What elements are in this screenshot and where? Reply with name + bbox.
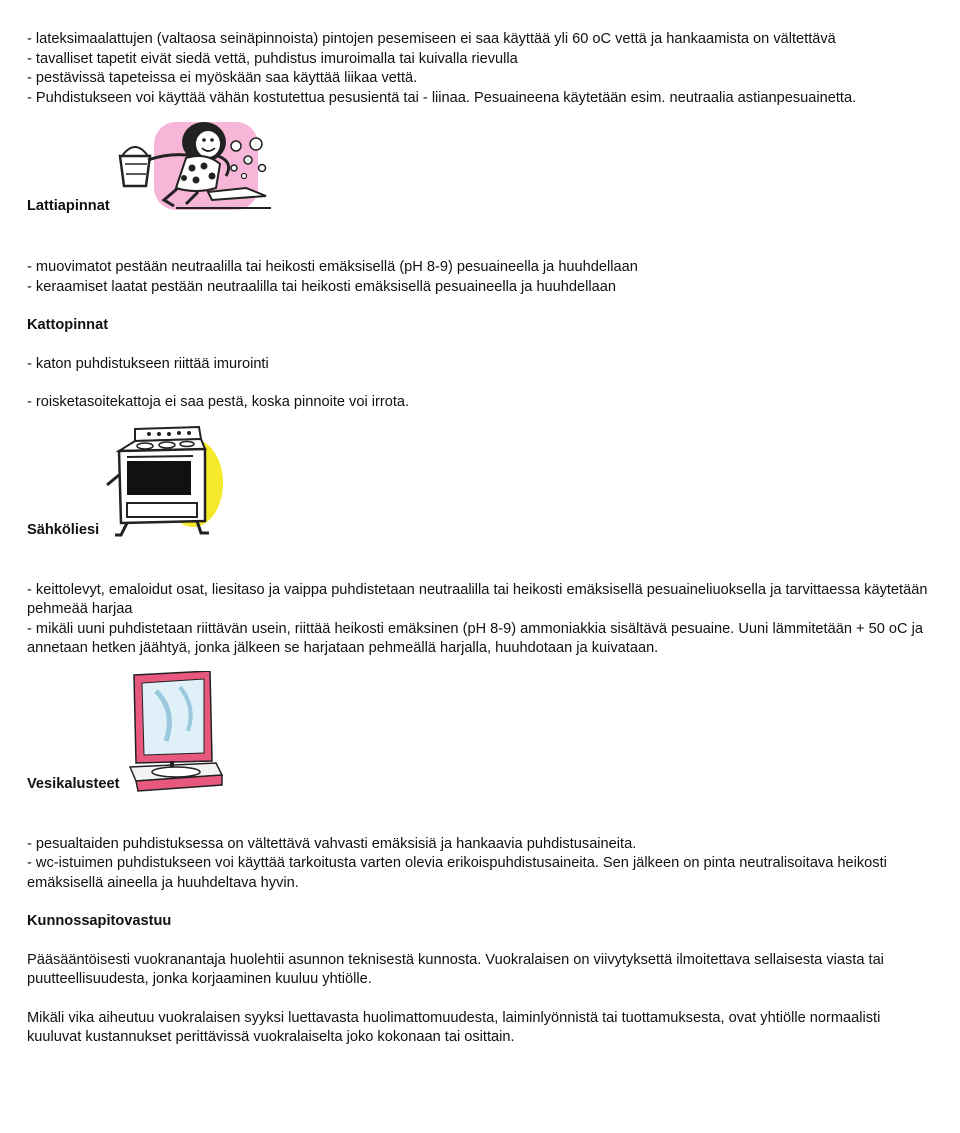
ceilings-line: - roisketasoitekattoja ei saa pestä, koska pinnoite voi irrota. xyxy=(27,394,410,410)
intro-line: - lateksimaalattujen (valtaosa seinäpinnoista) pintojen pesemiseen ei saa käyttää yli 60 oC vettä ja hankaamista on vältettävä xyxy=(27,31,836,47)
intro-section xyxy=(27,30,932,108)
floors-heading: Lattiapinnat xyxy=(27,197,110,214)
floors-heading-row xyxy=(27,116,932,216)
intro-line: - Puhdistukseen voi käyttää vähän kostutettua pesusientä tai - liinaa. Pesuaineena käytetään esim. neutraalia astianpesuainetta. xyxy=(27,89,857,106)
intro-line: - tavalliset tapetit eivät siedä vettä, puhdistus imuroimalla tai kuivalla rievulla xyxy=(27,50,518,67)
maintenance-heading: Kunnossapitovastuu xyxy=(27,913,172,929)
ceilings-line: - katon puhdistukseen riittää imurointi xyxy=(27,355,269,372)
plumbing-section xyxy=(27,835,932,894)
ceilings-heading: Kattopinnat xyxy=(27,317,109,333)
stove-drawer xyxy=(127,503,197,517)
stove-paragraph: - keittolevyt, emaloidut osat, liesitaso ja vaippa puhdistetaan neutraalilla tai heikosti emäksisellä pesuaineliuoksella ja tarvittaessa käytetään pehmeää harjaa xyxy=(27,581,928,617)
floors-line: - keraamiset laatat pestään neutraalilla tai heikosti emäksisellä pesuaineella ja huuhdellaan xyxy=(27,278,616,295)
mirror-icon xyxy=(142,679,204,755)
plumbing-paragraph: - pesualtaiden puhdistuksessa on vältettävä vahvasti emäksisiä ja hankaavia puhdistusaineita. xyxy=(27,835,637,852)
maintenance-paragraph: Pääsääntöisesti vuokranantaja huolehtii asunnon teknisestä kunnosta. Vuokralaisen on viivytyksettä ilmoitettava sellaisesta viasta tai puutteellisuudesta, jonka korjaaminen kuuluu yhtiölle. xyxy=(27,951,884,987)
faucet-icon xyxy=(170,761,174,767)
face-icon xyxy=(195,130,221,158)
plumbing-heading: Vesikalusteet xyxy=(27,776,120,792)
bubble-icon xyxy=(231,141,241,151)
stove-heading: Sähköliesi xyxy=(27,522,100,538)
intro-line: - pestävissä tapeteissa ei myöskään saa käyttää liikaa vettä. xyxy=(27,70,418,86)
stove-heading-row xyxy=(27,425,932,541)
plumbing-paragraph: - wc-istuimen puhdistukseen voi käyttää tarkoitusta varten olevia erikoispuhdistusaineita. Sen jälkeen on pinta neutralisoitava heikosti emäksisellä aineella ja huuhdeltava hyvin. xyxy=(27,855,887,891)
plumbing-heading-row xyxy=(27,671,932,795)
maintenance-paragraph: Mikäli vika aiheutuu vuokralaisen syyksi luettavasta huolimattomuudesta, laiminlyönnistä tai tuottamuksesta, ovat yhtiölle normaalisti kuuluvat kustannukset perittävissä vuokralaiselta joko kokonaan tai osittain. xyxy=(27,1009,881,1045)
floors-line: - muovimatot pestään neutraalilla tai heikosti emäksisellä (pH 8-9) pesuaineella ja huuhdellaan xyxy=(27,259,638,275)
bucket-handle-icon xyxy=(122,147,148,156)
stove-paragraph: - mikäli uuni puhdistetaan riittävän usein, riittää heikosti emäksinen (pH 8-9) ammoniakkia sisältävä pesuaine. Uuni lämmitetään + 50 oC ja annetaan hetken jäähtyä, jonka jälkeen se harjataan pehmeällä harjalla, huuhdotaan ja kuivataan. xyxy=(27,620,923,656)
electric-stove-clipart xyxy=(105,425,235,541)
bucket-icon xyxy=(120,156,150,186)
cleaning-woman-clipart xyxy=(116,116,276,216)
document-page xyxy=(27,30,932,1048)
basin-icon xyxy=(152,767,200,777)
washbasin-mirror-clipart xyxy=(126,671,226,795)
stove-section xyxy=(27,581,932,659)
floors-section xyxy=(27,258,932,297)
oven-handle xyxy=(127,456,193,457)
oven-window xyxy=(127,461,191,495)
